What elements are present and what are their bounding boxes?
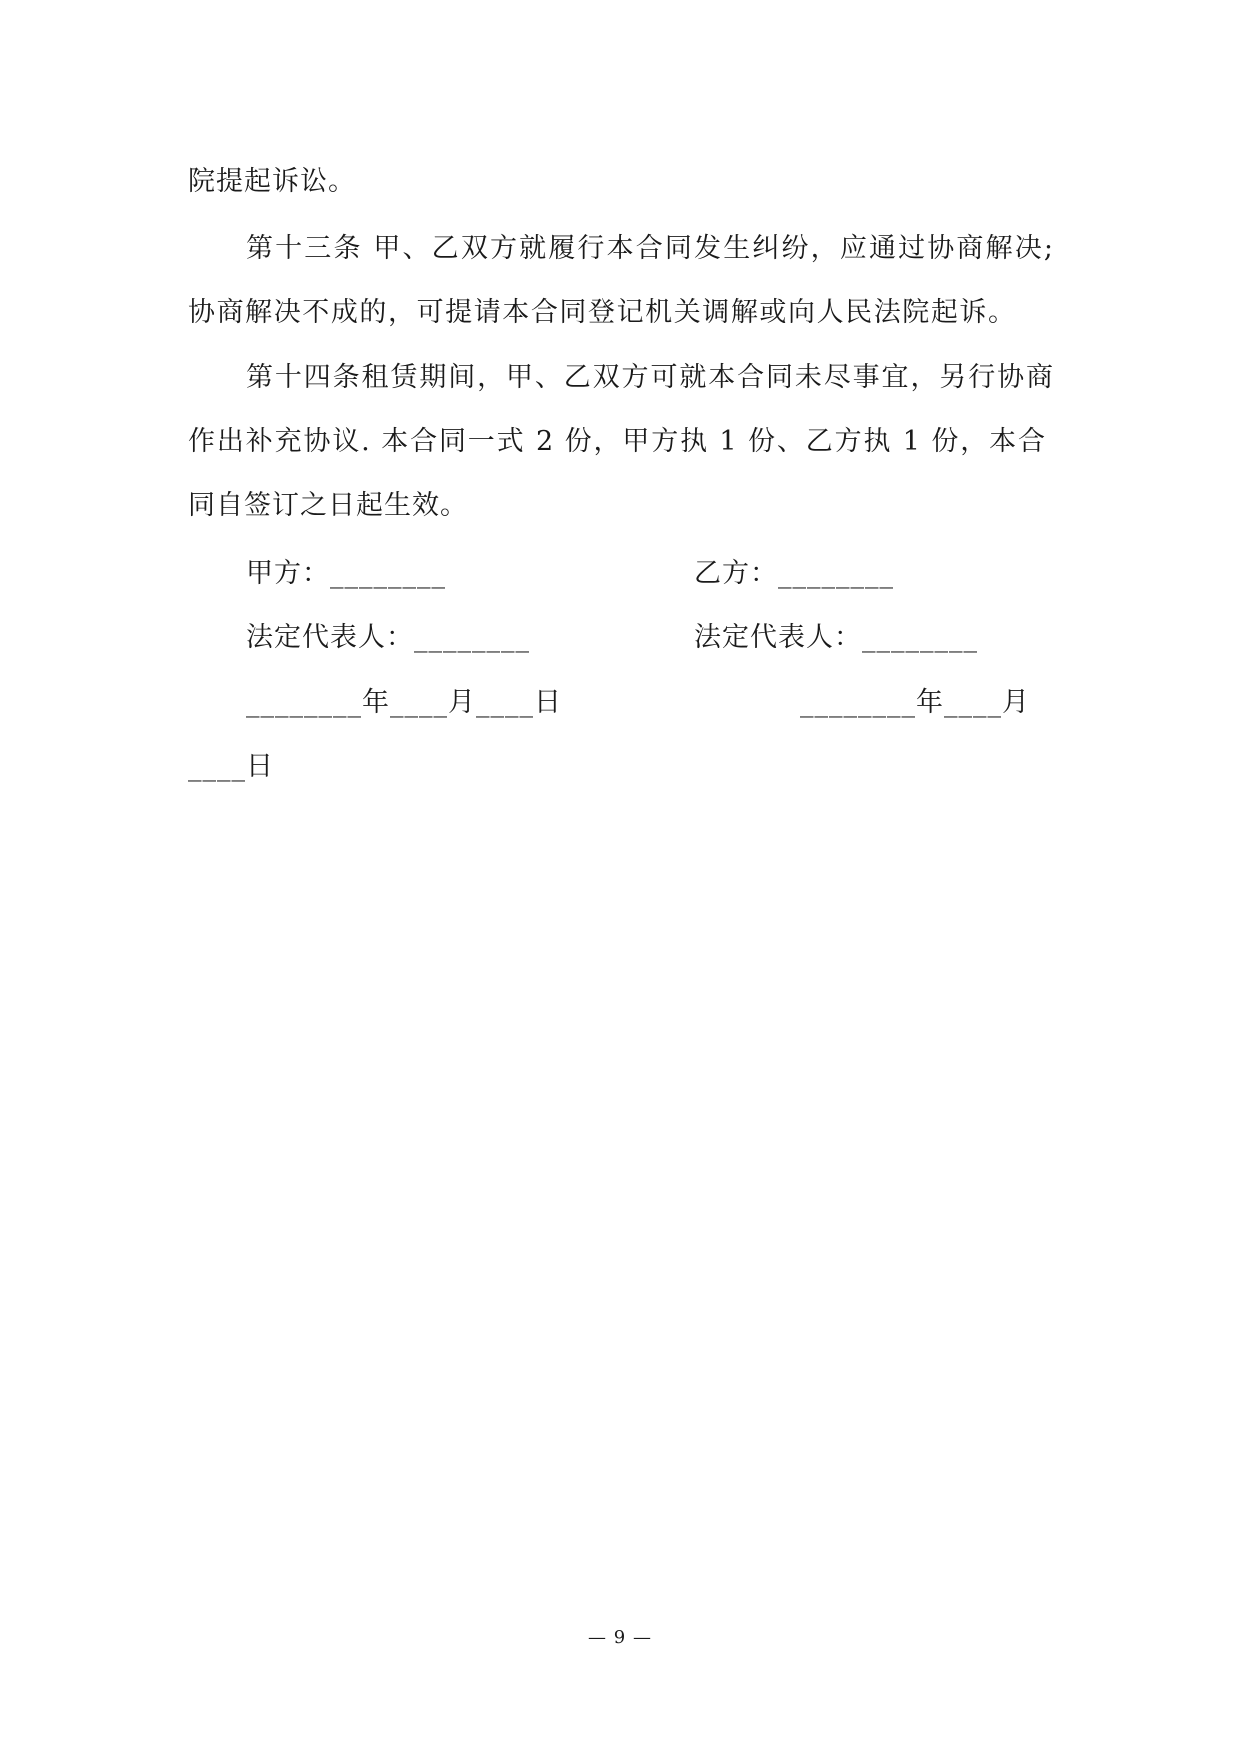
paragraph-line: 作出补充协议. 本合同一式 2 份，甲方执 1 份、乙方执 1 份，本合	[188, 426, 1046, 457]
date-b-field: ________年____月	[800, 687, 1030, 718]
legal-rep-b-field: 法定代表人：________	[694, 622, 978, 653]
date-a-field: ________年____月____日	[246, 687, 562, 718]
paragraph-line: 同自签订之日起生效。	[188, 490, 468, 521]
paragraph-line: 协商解决不成的，可提请本合同登记机关调解或向人民法院起诉。	[188, 297, 1016, 328]
paragraph-line: 第十三条 甲、乙双方就履行本合同发生纠纷，应通过协商解决;	[246, 233, 1054, 264]
paragraph-line: 院提起诉讼。	[188, 166, 356, 197]
legal-rep-a-field: 法定代表人：________	[246, 622, 530, 653]
date-b-field-continued: ____日	[188, 751, 274, 782]
party-a-field: 甲方：________	[246, 558, 446, 589]
paragraph-line: 第十四条租赁期间，甲、乙双方可就本合同未尽事宜，另行协商	[246, 362, 1054, 393]
page-number: — 9 —	[588, 1627, 652, 1648]
party-b-field: 乙方：________	[694, 558, 894, 589]
